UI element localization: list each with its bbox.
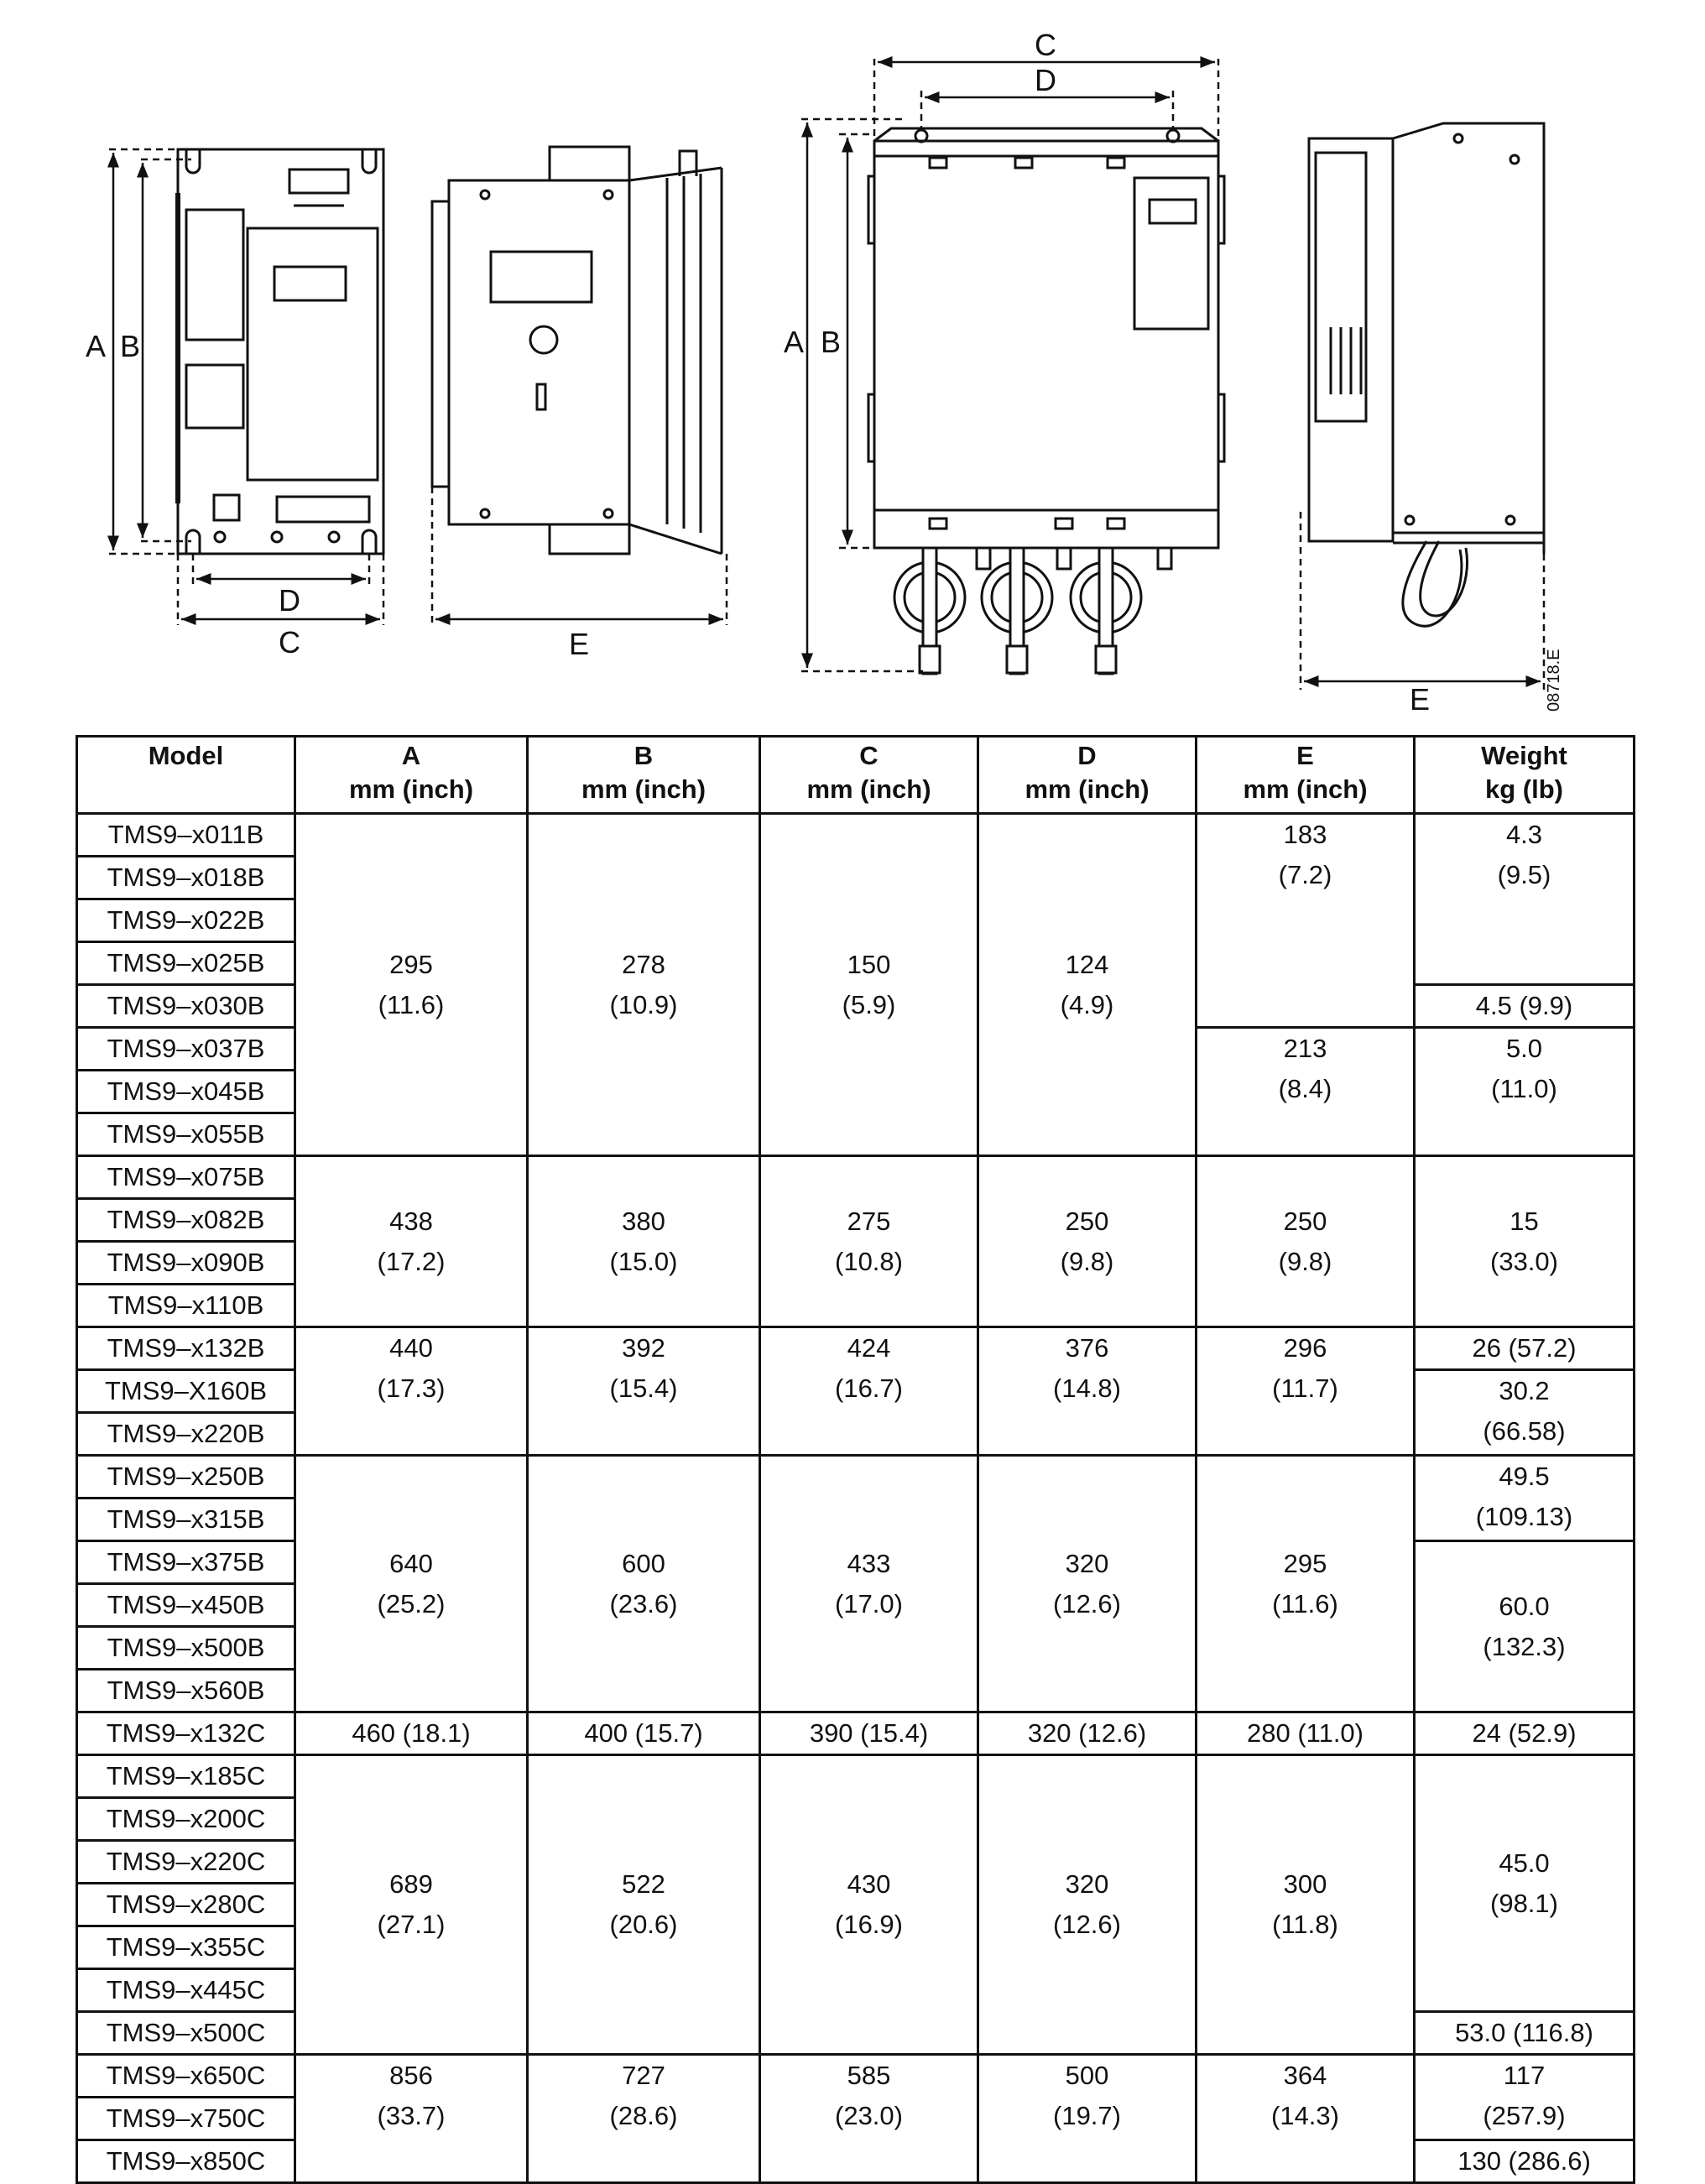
model-cell: TMS9–x082B [77,1199,295,1242]
weight-cell: 4.3 (9.5) [1415,814,1635,985]
model-cell: TMS9–x075B [77,1156,295,1199]
small-unit-front-view [178,149,383,554]
label-a-small: A [86,329,107,363]
e-cell: 280 (11.0) [1197,1712,1415,1755]
c-cell: 275 (10.8) [760,1156,978,1327]
d-cell: 250 (9.8) [978,1156,1197,1327]
b-cell: 727 (28.6) [528,2055,760,2183]
label-e-large: E [1410,682,1431,717]
table-row [77,1156,1635,1199]
label-e-small: E [569,627,590,661]
table-row [77,814,1635,857]
a-cell: 856 (33.7) [295,2055,528,2183]
d-cell: 124 (4.9) [978,814,1197,1156]
label-d-large: D [1035,63,1056,97]
model-cell: TMS9–x022B [77,899,295,942]
model-cell: TMS9–x445C [77,1969,295,2012]
label-b-large: B [821,325,842,359]
model-cell: TMS9–x200C [77,1798,295,1841]
model-cell: TMS9–x750C [77,2098,295,2140]
model-cell: TMS9–x850C [77,2140,295,2183]
weight-cell: 5.0 (11.0) [1415,1028,1635,1156]
model-cell: TMS9–x500C [77,2012,295,2055]
a-cell: 438 (17.2) [295,1156,528,1327]
header-c: C mm (inch) [760,737,978,814]
b-cell: 522 (20.6) [528,1755,760,2055]
model-cell: TMS9–x500B [77,1627,295,1670]
model-cell: TMS9–x045B [77,1071,295,1113]
model-cell: TMS9–x090B [77,1242,295,1285]
header-e: E mm (inch) [1197,737,1415,814]
d-cell: 376 (14.8) [978,1327,1197,1456]
model-cell: TMS9–x110B [77,1285,295,1327]
d-cell: 320 (12.6) [978,1712,1197,1755]
b-cell: 392 (15.4) [528,1327,760,1456]
model-cell: TMS9–x375B [77,1541,295,1584]
label-c-small: C [279,625,300,659]
e-cell: 300 (11.8) [1197,1755,1415,2055]
weight-cell: 130 (286.6) [1415,2140,1635,2183]
table-row [77,1327,1635,1370]
model-cell: TMS9–x185C [77,1755,295,1798]
model-cell: TMS9–X160B [77,1370,295,1413]
model-cell: TMS9–x037B [77,1028,295,1071]
a-cell: 689 (27.1) [295,1755,528,2055]
drawing-canvas [0,0,1705,722]
weight-cell: 60.0 (132.3) [1415,1541,1635,1712]
e-cell: 250 (9.8) [1197,1156,1415,1327]
header-b: B mm (inch) [528,737,760,814]
weight-cell: 49.5 (109.13) [1415,1456,1635,1541]
dimension-drawings [0,0,1705,722]
label-c-large: C [1035,28,1056,62]
model-cell: TMS9–x011B [77,814,295,857]
d-cell: 320 (12.6) [978,1456,1197,1712]
a-cell: 460 (18.1) [295,1712,528,1755]
model-cell: TMS9–x650C [77,2055,295,2098]
b-cell: 278 (10.9) [528,814,760,1156]
b-cell: 600 (23.6) [528,1456,760,1712]
label-d-small: D [279,583,300,618]
model-cell: TMS9–x018B [77,857,295,899]
c-cell: 424 (16.7) [760,1327,978,1456]
model-cell: TMS9–x355C [77,1926,295,1969]
model-cell: TMS9–x132B [77,1327,295,1370]
table-row [77,1755,1635,1798]
e-cell: 183 (7.2) [1197,814,1415,1028]
c-cell: 585 (23.0) [760,2055,978,2183]
model-cell: TMS9–x055B [77,1113,295,1156]
weight-cell: 53.0 (116.8) [1415,2012,1635,2055]
model-cell: TMS9–x280C [77,1884,295,1926]
model-cell: TMS9–x250B [77,1456,295,1499]
weight-cell: 15 (33.0) [1415,1156,1635,1327]
e-cell: 295 (11.6) [1197,1456,1415,1712]
header-weight: Weight kg (lb) [1415,737,1635,814]
model-cell: TMS9–x450B [77,1584,295,1627]
label-a-large: A [784,325,805,359]
e-cell: 364 (14.3) [1197,2055,1415,2183]
header-d: D mm (inch) [978,737,1197,814]
e-cell: 296 (11.7) [1197,1327,1415,1456]
model-cell: TMS9–x220C [77,1841,295,1884]
small-unit-side-view [432,147,722,554]
table-row [77,1712,1635,1755]
header-a: A mm (inch) [295,737,528,814]
table-row [77,1456,1635,1499]
b-cell: 400 (15.7) [528,1712,760,1755]
header-model: Model [77,737,295,814]
table-row [77,2055,1635,2098]
dimension-table [76,735,1635,2184]
weight-cell: 45.0 (98.1) [1415,1755,1635,2012]
model-cell: TMS9–x030B [77,985,295,1028]
a-cell: 640 (25.2) [295,1456,528,1712]
weight-cell: 4.5 (9.9) [1415,985,1635,1028]
model-cell: TMS9–x315B [77,1499,295,1541]
c-cell: 430 (16.9) [760,1755,978,2055]
model-cell: TMS9–x132C [77,1712,295,1755]
e-cell: 213 (8.4) [1197,1028,1415,1156]
label-b-small: B [120,329,141,363]
drawing-reference-code: 08718.E [1545,649,1563,711]
weight-cell: 26 (57.2) [1415,1327,1635,1370]
weight-cell: 117 (257.9) [1415,2055,1635,2140]
b-cell: 380 (15.0) [528,1156,760,1327]
a-cell: 440 (17.3) [295,1327,528,1456]
weight-cell: 30.2 (66.58) [1415,1370,1635,1456]
c-cell: 150 (5.9) [760,814,978,1156]
model-cell: TMS9–x220B [77,1413,295,1456]
model-cell: TMS9–x560B [77,1670,295,1712]
table-header-row [77,737,1635,814]
d-cell: 500 (19.7) [978,2055,1197,2183]
large-unit-side-view [1309,123,1544,626]
model-cell: TMS9–x025B [77,942,295,985]
large-unit-front-view [868,128,1224,674]
d-cell: 320 (12.6) [978,1755,1197,2055]
c-cell: 390 (15.4) [760,1712,978,1755]
c-cell: 433 (17.0) [760,1456,978,1712]
weight-cell: 24 (52.9) [1415,1712,1635,1755]
a-cell: 295 (11.6) [295,814,528,1156]
